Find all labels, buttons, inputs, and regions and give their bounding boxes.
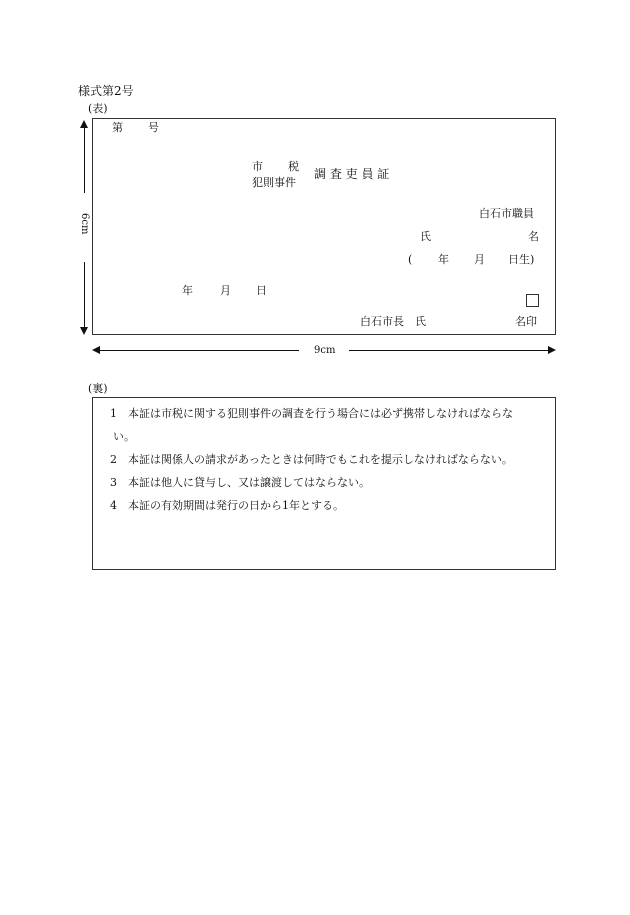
- back-item-3: [110, 476, 370, 490]
- seal-box-icon: [526, 294, 539, 307]
- issue-year: 年: [182, 284, 193, 297]
- heading-crime: 犯則事件: [252, 176, 296, 189]
- form-title: 様式第2号: [78, 84, 134, 98]
- heading-city: 市: [252, 160, 263, 173]
- back-item-number: 4: [110, 499, 117, 512]
- mayor-label: 白石市長 氏: [360, 315, 426, 328]
- dimension-line-bottom: [84, 262, 85, 328]
- back-item-text: 本証の有効期間は発行の日から1年とする。: [128, 499, 344, 512]
- number-dai: 第: [112, 121, 123, 134]
- heading-tax: 税: [288, 160, 299, 173]
- name-mei: 名: [528, 230, 539, 243]
- back-item-number: 2: [110, 453, 117, 466]
- back-item-4: [110, 499, 344, 513]
- arrow-down-icon: [80, 327, 88, 335]
- back-item-text: 本証は他人に貸与し、又は譲渡してはならない。: [128, 476, 370, 489]
- name-shi: 氏: [420, 230, 431, 243]
- birth-month: 月: [474, 253, 485, 266]
- birth-day: 日生): [508, 253, 535, 266]
- birth-open: (: [408, 253, 413, 266]
- back-item-number: 3: [110, 476, 117, 489]
- dimension-line-top: [84, 127, 85, 193]
- heading-main: 調 査 吏 員 証: [314, 167, 390, 181]
- dimension-line-right: [349, 350, 549, 351]
- back-item-1: [110, 407, 513, 421]
- back-item-2: [110, 453, 513, 467]
- issue-day: 日: [256, 284, 267, 297]
- back-label: (裏): [88, 382, 108, 395]
- height-dimension-label: 6cm: [79, 213, 90, 235]
- staff-label: 白石市職員: [479, 207, 534, 220]
- number-go: 号: [148, 121, 159, 134]
- seal-label: 名印: [515, 315, 537, 328]
- front-card: [92, 118, 556, 335]
- birth-year: 年: [438, 253, 449, 266]
- back-item-text: 本証は関係人の請求があったときは何時でもこれを提示しなければならない。: [128, 453, 513, 466]
- dimension-line-left: [99, 350, 299, 351]
- issue-month: 月: [220, 284, 231, 297]
- back-item-1-continued: い。: [113, 430, 135, 443]
- width-dimension-label: 9cm: [314, 345, 336, 356]
- back-item-number: 1: [110, 407, 117, 420]
- front-label: (表): [88, 102, 108, 115]
- back-item-text: 本証は市税に関する犯則事件の調査を行う場合には必ず携帯しなければならな: [128, 407, 513, 420]
- arrow-right-icon: [548, 346, 556, 354]
